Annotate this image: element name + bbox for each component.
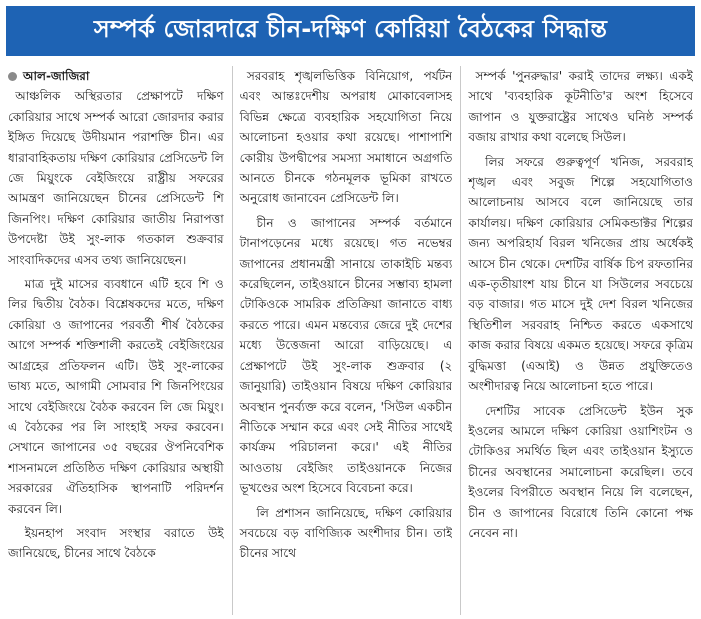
paragraph: লি প্রশাসন জানিয়েছে, দক্ষিণ কোরিয়ার সবচেয়ে বড় বাণিজ্যিক অংশীদার চীন। তাই চীনের সাথে bbox=[239, 505, 453, 561]
byline-source: আল-জাজিরা bbox=[23, 69, 90, 83]
column-2 bbox=[232, 66, 453, 615]
paragraph: লির সফরে গুরুত্বপূর্ণ খনিজ, সরবরাহ শৃঙ্খল এবং সবুজ শিল্পে সহযোগিতাও আলোচনায় আসবে বলে জানিয়েছে তার কার্যালয়। দক্ষিণ কোরিয়ার সেমিকন্ডাক্টর শিল্পের জন্য অপরিহার্য বিরল খনিজের প্রায় অর্ধেকই আসে চীন থেকে। দেশটির বার্ষিক চিপ রফতানির এক-তৃতীয়াংশ যায় চীনে যা সিউলের সবচেয়ে বড় বাজার। গত মাসে দুই দেশ বিরল খনিজের স্থিতিশীল সরবরাহ নিশ্চিত করতে একসাথে কাজ করার বিষয়ে একমত হয়েছে। সফরে কৃত্রিম বুদ্ধিমত্তা (এআই) ও উন্নত প্রযুক্তিতেও অংশীদারত্ব নিয়ে আলোচনা হতে পারে। bbox=[468, 154, 693, 394]
paragraph: চীন ও জাপানের সম্পর্ক বর্তমানে টানাপড়েনের মধ্যে রয়েছে। গত নভেম্বর জাপানের প্রধানমন্ত্রী সানায়ে তাকাইচি মন্তব্য করেছিলেন, তাইওয়ানে চীনের সম্ভাব্য হামলা টোকিওকে সামরিক প্রতিক্রিয়া জানাতে বাধ্য করতে পারে। এমন মন্তব্যের জেরে দুই দেশের মধ্যে উত্তেজনা আরো বাড়িয়েছে। এ প্রেক্ষাপটে উই সুং-লাক শুক্রবার (২ জানুয়ারি) তাইওয়ান বিষয়ে দক্ষিণ কোরিয়ার অবস্থান পুনর্ব্যক্ত করে বলেন, 'সিউল একচীন নীতিকে সম্মান করে এবং সেই নীতির সাথেই কার্যক্রম পরিচালনা করে।' এই নীতির আওতায় বেইজিং তাইওয়ানকে নিজের ভূখণ্ডের অংশ হিসেবে বিবেচনা করে। bbox=[239, 215, 453, 496]
column-1 bbox=[8, 66, 224, 615]
paragraph: সম্পর্ক 'পুনরুদ্ধার' করাই তাদের লক্ষ্য। একই সাথে 'ব্যবহারিক কূটনীতি'র অংশ হিসেবে জাপান ও যুক্তরাষ্ট্রের সাথেও ঘনিষ্ঠ সম্পর্ক বজায় রাখার কথা বলেছে সিউল। bbox=[468, 69, 693, 145]
article-body bbox=[8, 66, 693, 615]
column-3 bbox=[460, 66, 693, 615]
paragraph: দেশটির সাবেক প্রেসিডেন্ট ইউন সুক ইওলের আমলে দক্ষিণ কোরিয়া ওয়াশিংটন ও টোকিওর সমর্থিত ছিল এবং তাইওয়ান ইস্যুতে চীনের অবস্থানের সমালোচনা করেছিল। তবে ইওলের বিপরীতে অবস্থান নিয়ে লি বলেছেন, চীন ও জাপানের বিরোধে তিনি কোনো পক্ষ নেবেন না। bbox=[468, 403, 693, 540]
headline: সম্পর্ক জোরদারে চীন-দক্ষিণ কোরিয়া বৈঠকের সিদ্ধান্ত bbox=[6, 6, 695, 56]
bullet-icon bbox=[8, 72, 17, 81]
paragraph: আঞ্চলিক অস্থিরতার প্রেক্ষাপটে দক্ষিণ কোরিয়ার সাথে সম্পর্ক আরো জোরদার করার ইঙ্গিত দিয়েছে উদীয়মান পরাশক্তি চীন। এর ধারাবাহিকতায় দক্ষিণ কোরিয়ার প্রেসিডেন্ট লি জে মিয়ুংকে বেইজিংয়ে রাষ্ট্রীয় সফরের আমন্ত্রণ জানিয়েছেন চীনের প্রেসিডেন্ট শি জিনপিং। দক্ষিণ কোরিয়ার জাতীয় নিরাপত্তা উপদেষ্টা উই সুং-লাক গতকাল শুক্রবার সাংবাদিকদের এসব তথ্য জানিয়েছেন। bbox=[8, 89, 224, 267]
byline bbox=[8, 66, 224, 86]
paragraph: সরবরাহ শৃঙ্খলভিত্তিক বিনিয়োগ, পর্যটন এবং আন্তঃদেশীয় অপরাধ মোকাবেলাসহ বিভিন্ন ক্ষেত্রে ব্যবহারিক সহযোগিতা নিয়ে আলোচনা হওয়ার কথা রয়েছে। পাশাপাশি কোরীয় উপদ্বীপের সমস্যা সমাধানে অগ্রগতি আনতে চীনকে গঠনমূলক ভূমিকা রাখতে অনুরোধ জানাবেন প্রেসিডেন্ট লি। bbox=[239, 69, 453, 206]
paragraph: মাত্র দুই মাসের ব্যবধানে এটি হবে শি ও লির দ্বিতীয় বৈঠক। বিশ্লেষকদের মতে, দক্ষিণ কোরিয়া ও জাপানের পরবর্তী শীর্ষ বৈঠকের আগে সম্পর্ক শক্তিশালী করতেই বেইজিংয়ের আগ্রহের প্রতিফলন এটি। উই সুং-লাকের ভাষ্য মতে, আগামী সোমবার শি জিনপিংয়ের সাথে বেইজিংয়ে বৈঠক করবেন লি জে মিয়ুং। এ বৈঠকের পর লি সাংহাই সফর করবেন। সেখানে জাপানের ৩৫ বছরের ঔপনিবেশিক শাসনামলে প্রতিষ্ঠিত দক্ষিণ কোরিয়ার অস্থায়ী সরকারের ঐতিহাসিক স্থাপনাটি পরিদর্শন করবেন লি। bbox=[8, 277, 224, 516]
paragraph: ইয়নহাপ সংবাদ সংস্থার বরাতে উই জানিয়েছে, চীনের সাথে বৈঠকে bbox=[8, 525, 224, 561]
